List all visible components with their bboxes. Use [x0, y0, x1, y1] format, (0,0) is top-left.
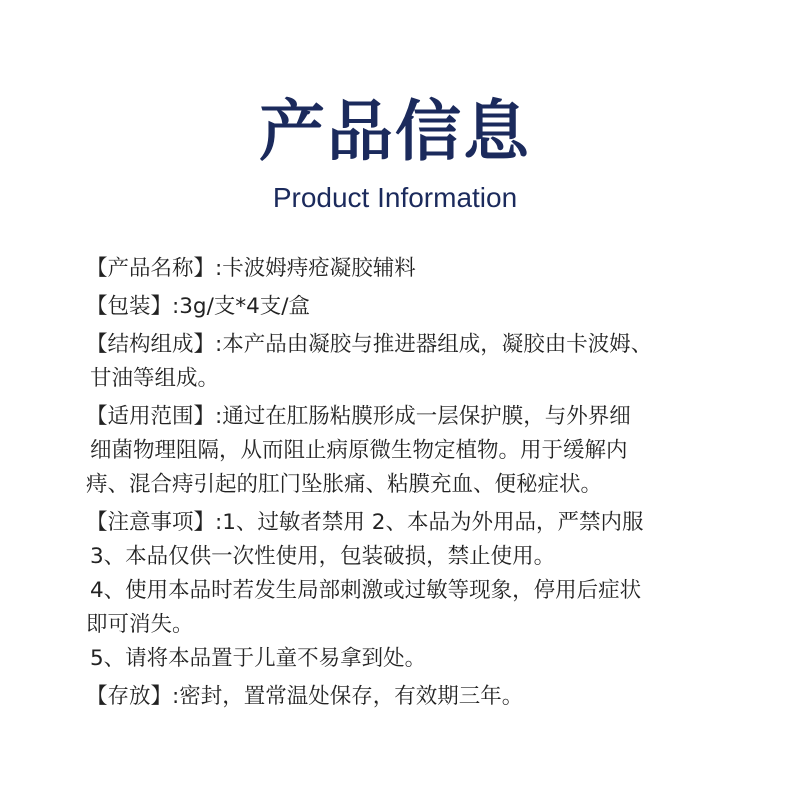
notes-line-4: 即可消失。: [86, 612, 194, 637]
package-label: 【包装】:: [86, 294, 180, 319]
composition-line-2: 甘油等组成。: [90, 366, 220, 391]
notes-line-2: 3、本品仅供一次性使用，包装破损，禁止使用。: [90, 544, 556, 569]
usage-line-1: [86, 400, 766, 434]
storage-value: 密封，置常温处保存，有效期三年。: [179, 684, 524, 709]
notes-line-5: 5、请将本品置于儿童不易拿到处。: [90, 646, 427, 671]
package-section: [86, 290, 766, 324]
page-subtitle: Product Information: [272, 182, 518, 213]
usage-section: [86, 400, 766, 502]
storage-line: [86, 680, 766, 714]
composition-line-1: [86, 328, 766, 362]
package-value: 3g/支*4支/盒: [179, 294, 310, 319]
storage-section: [86, 680, 766, 714]
product-name-line: [86, 252, 766, 286]
notes-value-1: 1、过敏者禁用 2、本品为外用品，严禁内服: [222, 510, 644, 535]
notes-line-1: [86, 506, 766, 540]
notes-label: 【注意事项】:: [86, 510, 223, 535]
product-info-body: [86, 252, 766, 718]
notes-line-3: 4、使用本品时若发生局部刺激或过敏等现象，停用后症状: [90, 578, 642, 603]
composition-section: [86, 328, 766, 396]
product-name-label: 【产品名称】:: [86, 256, 223, 281]
product-name-value: 卡波姆痔疮凝胶辅料: [222, 256, 416, 281]
storage-label: 【存放】:: [86, 684, 180, 709]
usage-label: 【适用范围】:: [86, 404, 223, 429]
usage-line-2: 细菌物理阻隔，从而阻止病原微生物定植物。用于缓解内: [90, 438, 628, 463]
composition-label: 【结构组成】:: [86, 332, 223, 357]
page-title: 产品信息: [259, 93, 531, 170]
composition-value-1: 本产品由凝胶与推进器组成，凝胶由卡波姆、: [222, 332, 653, 357]
product-name-section: [86, 252, 766, 286]
usage-value-1: 通过在肛肠粘膜形成一层保护膜，与外界细: [222, 404, 631, 429]
notes-section: [86, 506, 766, 676]
package-line: [86, 290, 766, 324]
usage-line-3: 痔、混合痔引起的肛门坠胀痛、粘膜充血、便秘症状。: [86, 472, 603, 497]
